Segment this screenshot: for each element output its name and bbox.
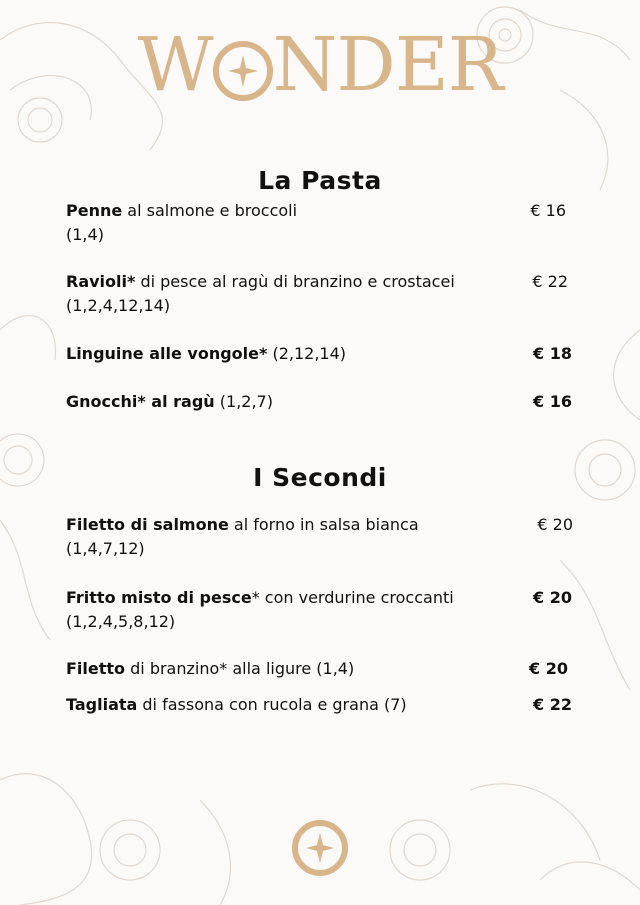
item-description: di fassona con rucola e grana (7)	[137, 695, 407, 714]
item-price: € 22	[532, 272, 568, 291]
item-description: di pesce al ragù di branzino e crostacei	[135, 272, 455, 291]
item-description: (1,2,7)	[214, 392, 273, 411]
restaurant-logo	[0, 22, 640, 108]
item-price: € 20	[533, 588, 572, 607]
item-name: Gnocchi* al ragù	[66, 392, 215, 411]
menu-item-filetto-salmone	[66, 513, 576, 561]
menu-item-gnocchi	[66, 390, 576, 414]
menu-item-filetto-branzino	[66, 657, 576, 681]
logo-text-right: NDER	[272, 22, 503, 108]
item-name: Linguine alle vongole*	[66, 344, 268, 363]
item-price: € 16	[530, 201, 566, 220]
four-point-star-icon	[211, 39, 275, 103]
item-description: al forno in salsa bianca	[228, 515, 419, 534]
menu-item-penne	[66, 199, 576, 247]
menu-item-tagliata	[66, 693, 576, 717]
star-emblem-icon	[290, 818, 350, 878]
item-description: al salmone e broccoli	[122, 201, 298, 220]
menu-item-linguine	[66, 342, 576, 366]
item-name: Tagliata	[66, 695, 138, 714]
item-price: € 16	[533, 392, 572, 411]
item-description: di branzino* alla ligure (1,4)	[125, 659, 355, 678]
item-allergens: (1,4)	[66, 225, 104, 244]
item-allergens: (1,2,4,5,8,12)	[66, 612, 176, 631]
item-name: Ravioli*	[66, 272, 136, 291]
menu-item-ravioli	[66, 270, 576, 318]
item-allergens: (1,4,7,12)	[66, 539, 145, 558]
item-description: (2,12,14)	[267, 344, 346, 363]
item-name: Filetto	[66, 659, 126, 678]
item-price: € 22	[533, 695, 572, 714]
item-description: * con verdurine croccanti	[251, 588, 454, 607]
item-name: Filetto di salmone	[66, 515, 229, 534]
item-price: € 18	[533, 344, 572, 363]
menu-item-fritto-misto	[66, 586, 576, 634]
item-name: Penne	[66, 201, 123, 220]
item-name: Fritto misto di pesce	[66, 588, 252, 607]
item-price: € 20	[537, 515, 573, 534]
item-price: € 20	[529, 659, 568, 678]
section-title-pasta: La Pasta	[258, 166, 382, 195]
section-title-secondi: I Secondi	[253, 463, 387, 492]
logo-text-left: W	[137, 22, 213, 108]
item-allergens: (1,2,4,12,14)	[66, 296, 171, 315]
